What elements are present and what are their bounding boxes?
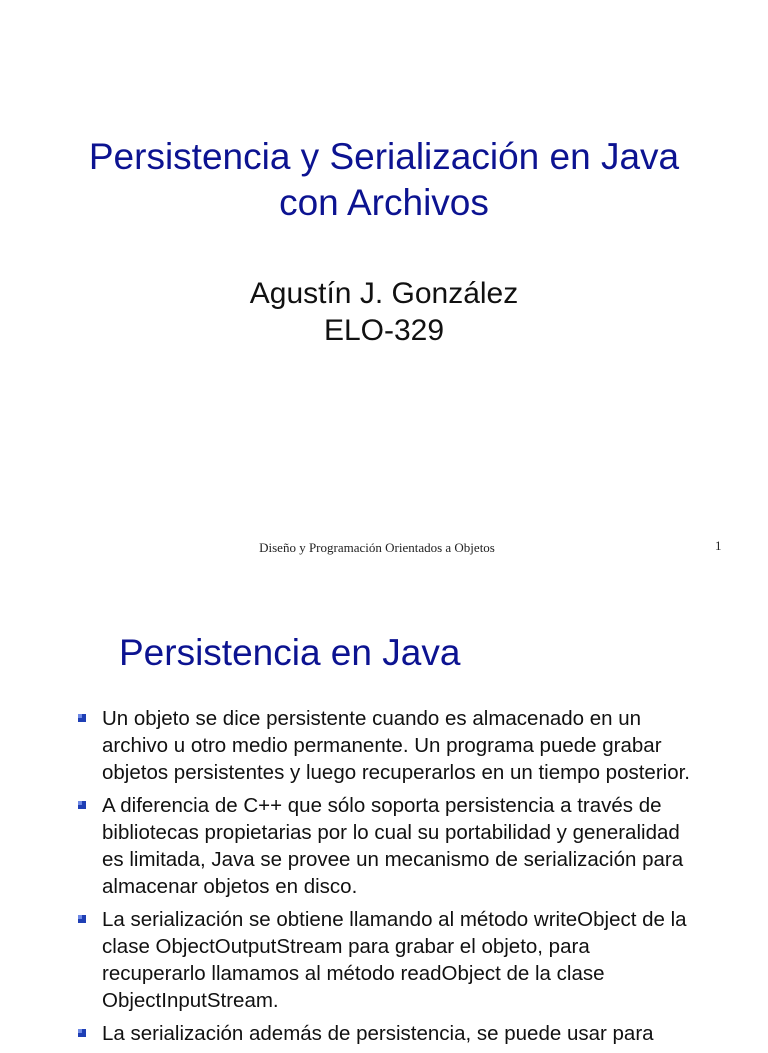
square-bullet-icon [78, 801, 86, 809]
list-item [0, 906, 768, 1014]
bullet-text-line: A diferencia de C++ que sólo soporta persistencia a través de [102, 794, 662, 817]
bullet-text-line: almacenar objetos en disco. [102, 875, 358, 898]
bullet-text-line: clase ObjectOutputStream para grabar el objeto, para [102, 935, 590, 958]
list-item [0, 1020, 768, 1047]
page-number: 1 [715, 538, 722, 553]
square-bullet-icon [78, 915, 86, 923]
title-line: con Archivos [279, 182, 489, 223]
bullet-text-line: recuperarlo llamamos al método readObject de la clase [102, 962, 605, 985]
bullet-text-line: bibliotecas propietarias por lo cual su portabilidad y generalidad [102, 821, 680, 844]
author-block [0, 275, 768, 349]
bullet-text-line: Un objeto se dice persistente cuando es almacenado en un [102, 707, 642, 730]
author-name: Agustín J. González [249, 277, 519, 310]
list-item [0, 792, 768, 900]
bullet-text-line: ObjectInputStream. [102, 989, 279, 1012]
square-bullet-icon [78, 1029, 86, 1037]
slide-title [0, 134, 768, 226]
bullet-text-line: archivo u otro medio permanente. Un programa puede grabar [102, 734, 662, 757]
bullet-text-line: La serialización además de persistencia, se puede usar para [102, 1022, 654, 1045]
course-code: ELO-329 [323, 314, 445, 347]
square-bullet-icon [78, 714, 86, 722]
content-slide-title: Persistencia en Java [119, 632, 461, 673]
bullet-text-line: objetos persistentes y luego recuperarlos en un tiempo posterior. [102, 761, 691, 784]
slide-footer: Diseño y Programación Orientados a Objetos [259, 540, 495, 555]
bullet-text-line: es limitada, Java se provee un mecanismo de serialización para [102, 848, 684, 871]
bullet-text-line: La serialización se obtiene llamando al método writeObject de la [102, 908, 687, 931]
bullet-list [0, 705, 768, 1053]
content-slide [0, 576, 768, 1045]
list-item [0, 705, 768, 786]
title-line: Persistencia y Serialización en Java [88, 136, 680, 177]
